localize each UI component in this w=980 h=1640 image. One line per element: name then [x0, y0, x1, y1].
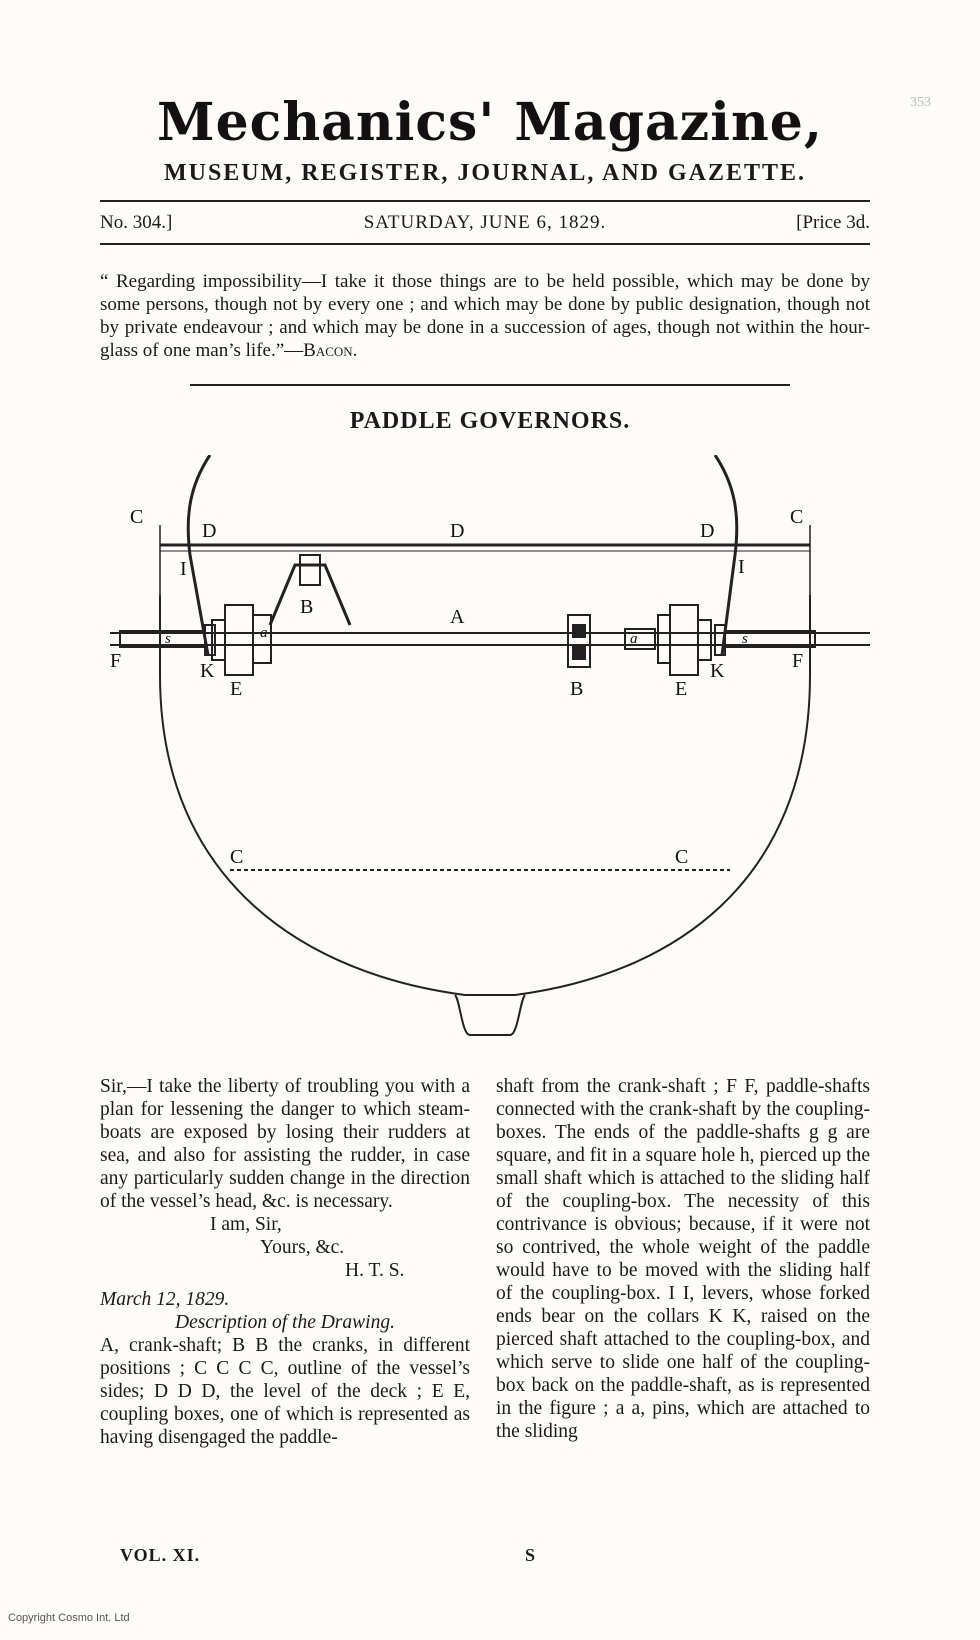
- article-title: PADDLE GOVERNORS.: [349, 408, 631, 434]
- vessel-outline: [160, 595, 810, 995]
- epigraph-text: “ Regarding impossibility—I take it those things are to be held possible, which may be done by some persons, though not by every one ; and which may be done by public designation, though not by private endeavour ; and which may be done in a succession of ages, though not within the hour-glass of one man’s life.”—: [100, 271, 870, 361]
- keel: [455, 995, 525, 1035]
- label-b-left: B: [300, 596, 314, 618]
- epigraph-author: Bacon.: [303, 340, 358, 361]
- label-e-left: E: [230, 678, 243, 700]
- label-s-right: s: [742, 631, 748, 647]
- label-d-right: D: [700, 520, 715, 542]
- issue-line: [100, 212, 870, 238]
- label-f-left: F: [110, 650, 122, 672]
- page-number: 353: [910, 95, 931, 110]
- issue-rule: [100, 243, 870, 245]
- masthead-title: Mechanics' Magazine,: [157, 92, 823, 153]
- label-a-small-right: a: [630, 631, 638, 647]
- label-e-right: E: [675, 678, 688, 700]
- top-rule: [100, 200, 870, 202]
- paddle-governor-drawing: [110, 455, 870, 1055]
- title-rule: [190, 384, 790, 386]
- label-a-small-left: a: [260, 625, 268, 641]
- description-heading: Description of the Drawing.: [175, 1312, 395, 1333]
- signoff-3: H. T. S.: [345, 1260, 405, 1281]
- coupling-box-right: [670, 605, 698, 675]
- description-right: shaft from the crank-shaft ; F F, paddle-shafts connected with the crank-shaft by the coupling-boxes. The ends of the paddle-shafts g g are square, and fit in a square hole h, pierced up the small shaft which is attached to the sliding half of the coupling-box. The necessity of this contrivance is obvious; because, if it were not so contrived, the whole weight of the paddle would have to be moved with the sliding half of the coupling-box. I I, levers, whose forked ends bear on the collars K K, raised on the pierced shaft attached to the coupling-box, and which serve to slide one half of the coupling-box back on the paddle-shaft, as is represented in the figure ; a a, pins, which are attached to the sliding: [496, 1076, 870, 1442]
- label-b-right: B: [570, 678, 584, 700]
- issue-price: [Price 3d.: [796, 212, 870, 233]
- label-k-left: K: [200, 660, 215, 682]
- label-a: A: [450, 606, 465, 628]
- signoff-2: Yours, &c.: [260, 1237, 345, 1258]
- label-s-left: s: [165, 631, 171, 647]
- left-column: [100, 1075, 470, 1449]
- dateline: March 12, 1829.: [100, 1289, 230, 1310]
- volume-label: VOL. XI.: [120, 1545, 201, 1565]
- label-c-lower-right: C: [675, 846, 689, 868]
- right-column: [496, 1075, 870, 1443]
- label-d-left: D: [202, 520, 217, 542]
- label-c-lower-left: C: [230, 846, 244, 868]
- label-d-center: D: [450, 520, 465, 542]
- letter-body: Sir,—I take the liberty of troubling you with a plan for lessening the danger to which steam-boats are exposed by losing their rudders at sea, and also for assisting the rudder, in case any particularly sudden change in the direction of the vessel’s head, &c. is necessary.: [100, 1076, 470, 1212]
- label-i-left: I: [180, 558, 187, 580]
- signoff-1: I am, Sir,: [210, 1214, 282, 1235]
- copyright-watermark: Copyright Cosmo Int. Ltd: [8, 1612, 130, 1624]
- issue-date: SATURDAY, JUNE 6, 1829.: [363, 212, 607, 233]
- issue-number: No. 304.]: [100, 212, 173, 233]
- label-c-right: C: [790, 506, 804, 528]
- label-k-right: K: [710, 660, 725, 682]
- epigraph: [100, 270, 870, 362]
- label-f-right: F: [792, 650, 804, 672]
- label-i-right: I: [738, 556, 745, 578]
- signature-mark: S: [525, 1545, 536, 1565]
- description-left: A, crank-shaft; B B the cranks, in different positions ; C C C C, outline of the vessel’s sides; D D D, the level of the deck ; E E, coupling boxes, one of which is represented as having disengaged the paddle-: [100, 1335, 470, 1448]
- masthead-subtitle: MUSEUM, REGISTER, JOURNAL, AND GAZETTE.: [163, 160, 807, 186]
- label-c-left: C: [130, 506, 144, 528]
- coupling-box-left: [225, 605, 253, 675]
